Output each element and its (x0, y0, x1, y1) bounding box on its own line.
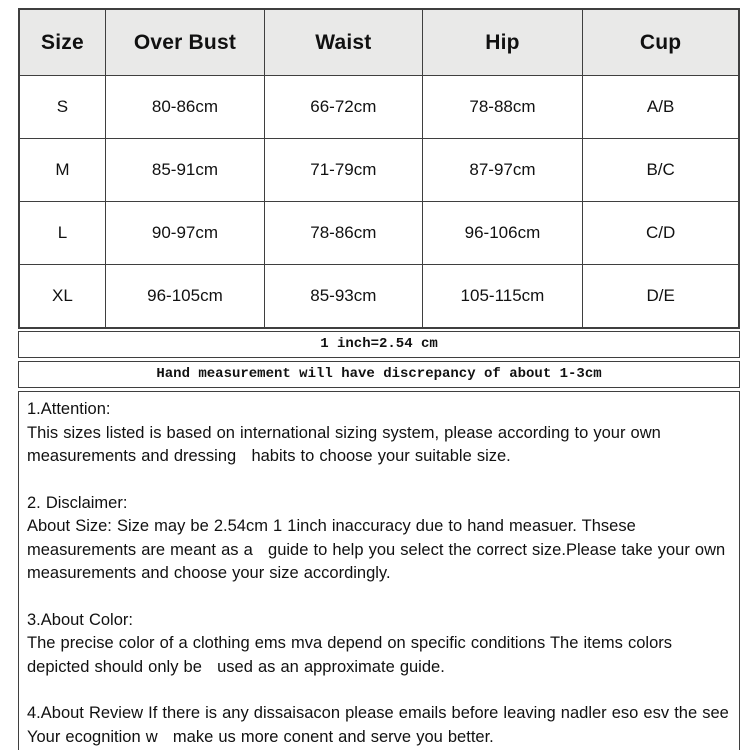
cell-cup: C/D (583, 202, 739, 265)
note-disclaimer-title: 2. Disclaimer: (27, 493, 128, 512)
header-hip: Hip (422, 9, 583, 76)
cell-over-bust: 80-86cm (105, 76, 264, 139)
note-disclaimer (27, 492, 731, 586)
note-about-color (27, 609, 731, 680)
cell-waist: 66-72cm (265, 76, 423, 139)
note-about-review-body: 4.About Review If there is any dissaisacon please emails before leaving nadler eso esv the see Your ecognition w make us more conent and serve you better. (27, 704, 734, 746)
cell-size: XL (19, 265, 105, 329)
note-attention-title: 1.Attention: (27, 400, 111, 418)
table-header-row (19, 9, 739, 76)
cell-waist: 85-93cm (265, 265, 423, 329)
table-row-l (19, 202, 739, 265)
note-attention (27, 398, 731, 469)
note-about-review (27, 702, 734, 749)
cell-hip: 96-106cm (422, 202, 583, 265)
cell-cup: A/B (583, 76, 739, 139)
cell-cup: D/E (583, 265, 739, 329)
cell-hip: 78-88cm (422, 76, 583, 139)
header-over-bust: Over Bust (105, 9, 264, 76)
cell-hip: 87-97cm (422, 139, 583, 202)
cell-waist: 78-86cm (265, 202, 423, 265)
header-waist: Waist (265, 9, 423, 76)
cell-size: S (19, 76, 105, 139)
table-row-xl (19, 265, 739, 329)
note-attention-body: This sizes listed is based on international sizing system, please according to your own measurements and dressing habits to choose your suitable size. (27, 423, 666, 465)
size-chart-table (18, 8, 740, 329)
note-disclaimer-body: About Size: Size may be 2.54cm 1 1inch inaccuracy due to hand measuer. Thsese measurements are meant as a guide to help you select the correct size.Please take your own measurements and choose your size accordingly. (27, 517, 731, 582)
cell-size: L (19, 202, 105, 265)
cell-waist: 71-79cm (265, 139, 423, 202)
header-size: Size (19, 9, 105, 76)
cell-cup: B/C (583, 139, 739, 202)
cell-over-bust: 96-105cm (105, 265, 264, 329)
notes-box (18, 391, 740, 750)
table-row-m (19, 139, 739, 202)
note-about-color-body: The precise color of a clothing ems mva depend on specific conditions The items colors depicted should only be used as an approximate guide. (27, 634, 678, 676)
cell-over-bust: 85-91cm (105, 139, 264, 202)
cell-over-bust: 90-97cm (105, 202, 264, 265)
table-row-s (19, 76, 739, 139)
cell-size: M (19, 139, 105, 202)
header-cup: Cup (583, 9, 739, 76)
inch-conversion-row: 1 inch=2.54 cm (18, 331, 740, 358)
note-about-color-title: 3.About Color: (27, 610, 133, 629)
cell-hip: 105-115cm (422, 265, 583, 329)
hand-measurement-row: Hand measurement will have discrepancy of about 1-3cm (18, 361, 740, 388)
